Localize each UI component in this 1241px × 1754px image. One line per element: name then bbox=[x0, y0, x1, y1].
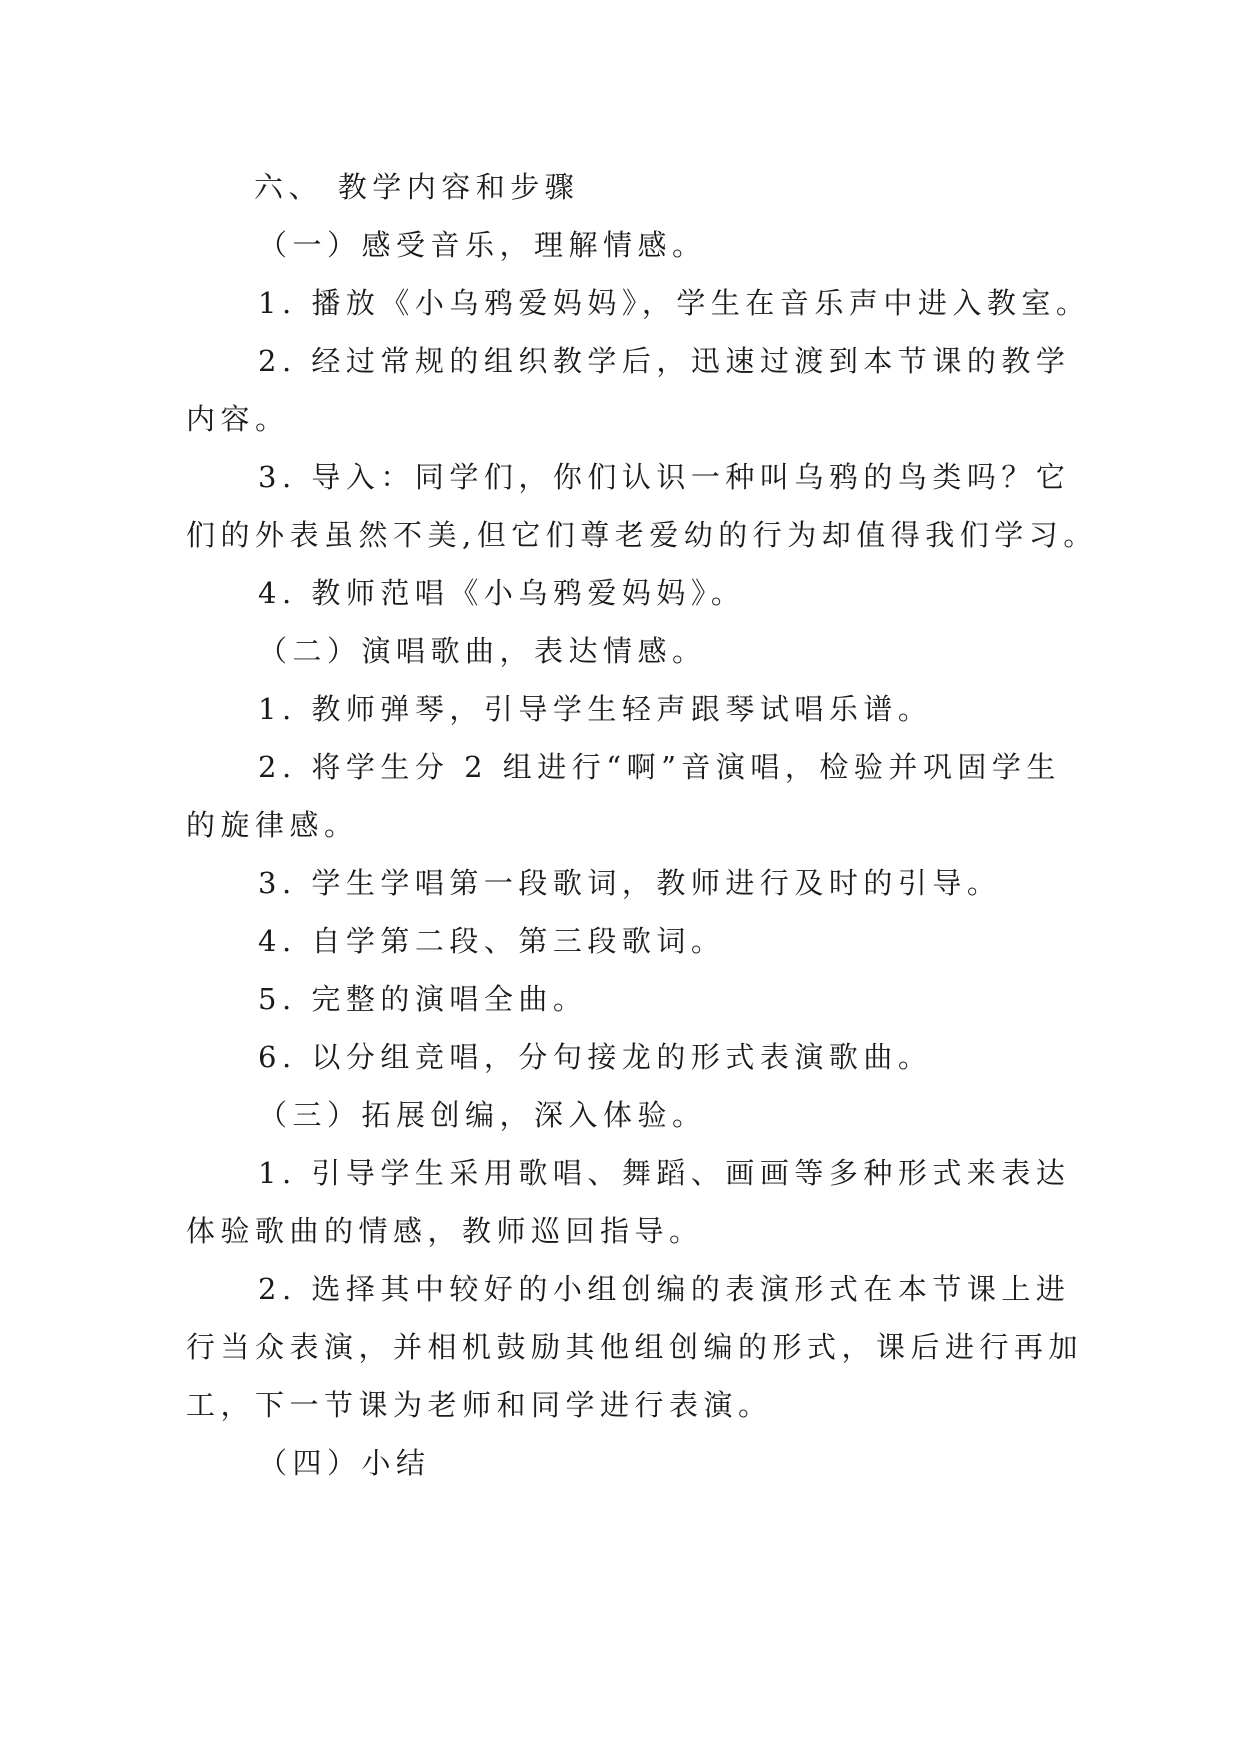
list-item-continuation: 工，下一节课为老师和同学进行表演。 bbox=[186, 1388, 773, 1422]
list-item-continuation: 行当众表演，并相机鼓励其他组创编的形式，课后进行再加 bbox=[186, 1330, 1084, 1364]
subsection-heading: （三）拓展创编，深入体验。 bbox=[258, 1098, 707, 1132]
list-item: 2. 将学生分 2 组进行“啊”音演唱，检验并巩固学生 bbox=[258, 750, 1061, 784]
list-item: 2. 选择其中较好的小组创编的表演形式在本节课上进 bbox=[258, 1272, 1071, 1306]
list-item-continuation: 内容。 bbox=[186, 402, 290, 436]
list-item: 1. 教师弹琴，引导学生轻声跟琴试唱乐谱。 bbox=[258, 692, 933, 726]
subsection-heading: （二）演唱歌曲，表达情感。 bbox=[258, 634, 707, 668]
list-item: 4. 教师范唱《小乌鸦爱妈妈》。 bbox=[258, 576, 746, 610]
list-item: 3. 学生学唱第一段歌词，教师进行及时的引导。 bbox=[258, 866, 1002, 900]
list-item: 5. 完整的演唱全曲。 bbox=[258, 982, 588, 1016]
section-heading: 六、 教学内容和步骤 bbox=[254, 170, 580, 204]
list-item: 2. 经过常规的组织教学后，迅速过渡到本节课的教学 bbox=[258, 344, 1071, 378]
list-item: 1. 播放《小乌鸦爱妈妈》，学生在音乐声中进入教室。 bbox=[258, 286, 1091, 320]
list-item: 1. 引导学生采用歌唱、舞蹈、画画等多种形式来表达 bbox=[258, 1156, 1071, 1190]
subsection-heading: （一）感受音乐，理解情感。 bbox=[258, 228, 707, 262]
list-item: 6. 以分组竞唱，分句接龙的形式表演歌曲。 bbox=[258, 1040, 933, 1074]
subsection-heading: （四）小结 bbox=[258, 1446, 431, 1480]
document-body bbox=[186, 158, 1098, 1492]
list-item-continuation: 们的外表虽然不美,但它们尊老爱幼的行为却值得我们学习。 bbox=[186, 518, 1098, 552]
list-item-continuation: 的旋律感。 bbox=[186, 808, 359, 842]
list-item-continuation: 体验歌曲的情感，教师巡回指导。 bbox=[186, 1214, 704, 1248]
list-item: 3. 导入：同学们，你们认识一种叫乌鸦的鸟类吗？它 bbox=[258, 460, 1071, 494]
list-item: 4. 自学第二段、第三段歌词。 bbox=[258, 924, 726, 958]
